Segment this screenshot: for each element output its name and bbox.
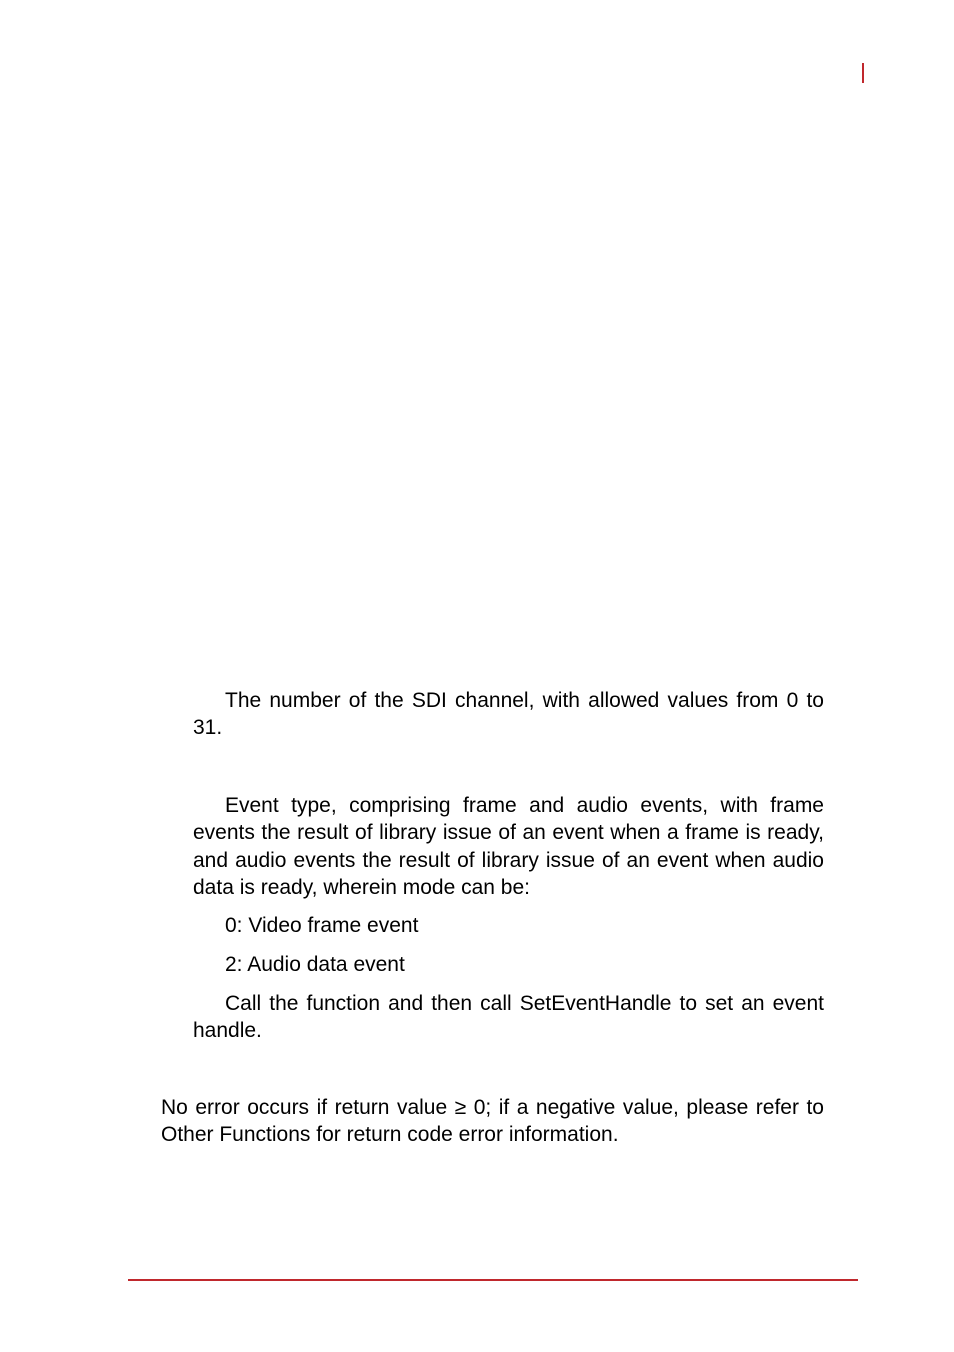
return-value-description: No error occurs if return value ≥ 0; if a negative value, please refer to Other Functions for return code error information. — [161, 1096, 824, 1147]
channel-parameter-description: The number of the SDI channel, with allowed values from 0 to 31. — [193, 689, 824, 740]
event-type-parameter-description: Event type, comprising frame and audio events, with frame events the result of library issue of an event when a frame is ready, and audio events the result of library issue of an event when audio data is ready, wherein mode can be: — [193, 794, 824, 899]
event-mode-item-video: 0: Video frame event — [225, 914, 419, 937]
event-handle-note: Call the function and then call SetEventHandle to set an event handle. — [193, 992, 824, 1043]
event-mode-item-audio: 2: Audio data event — [225, 953, 405, 976]
footer-rule — [128, 1279, 858, 1281]
header-marker-bar — [862, 63, 864, 83]
